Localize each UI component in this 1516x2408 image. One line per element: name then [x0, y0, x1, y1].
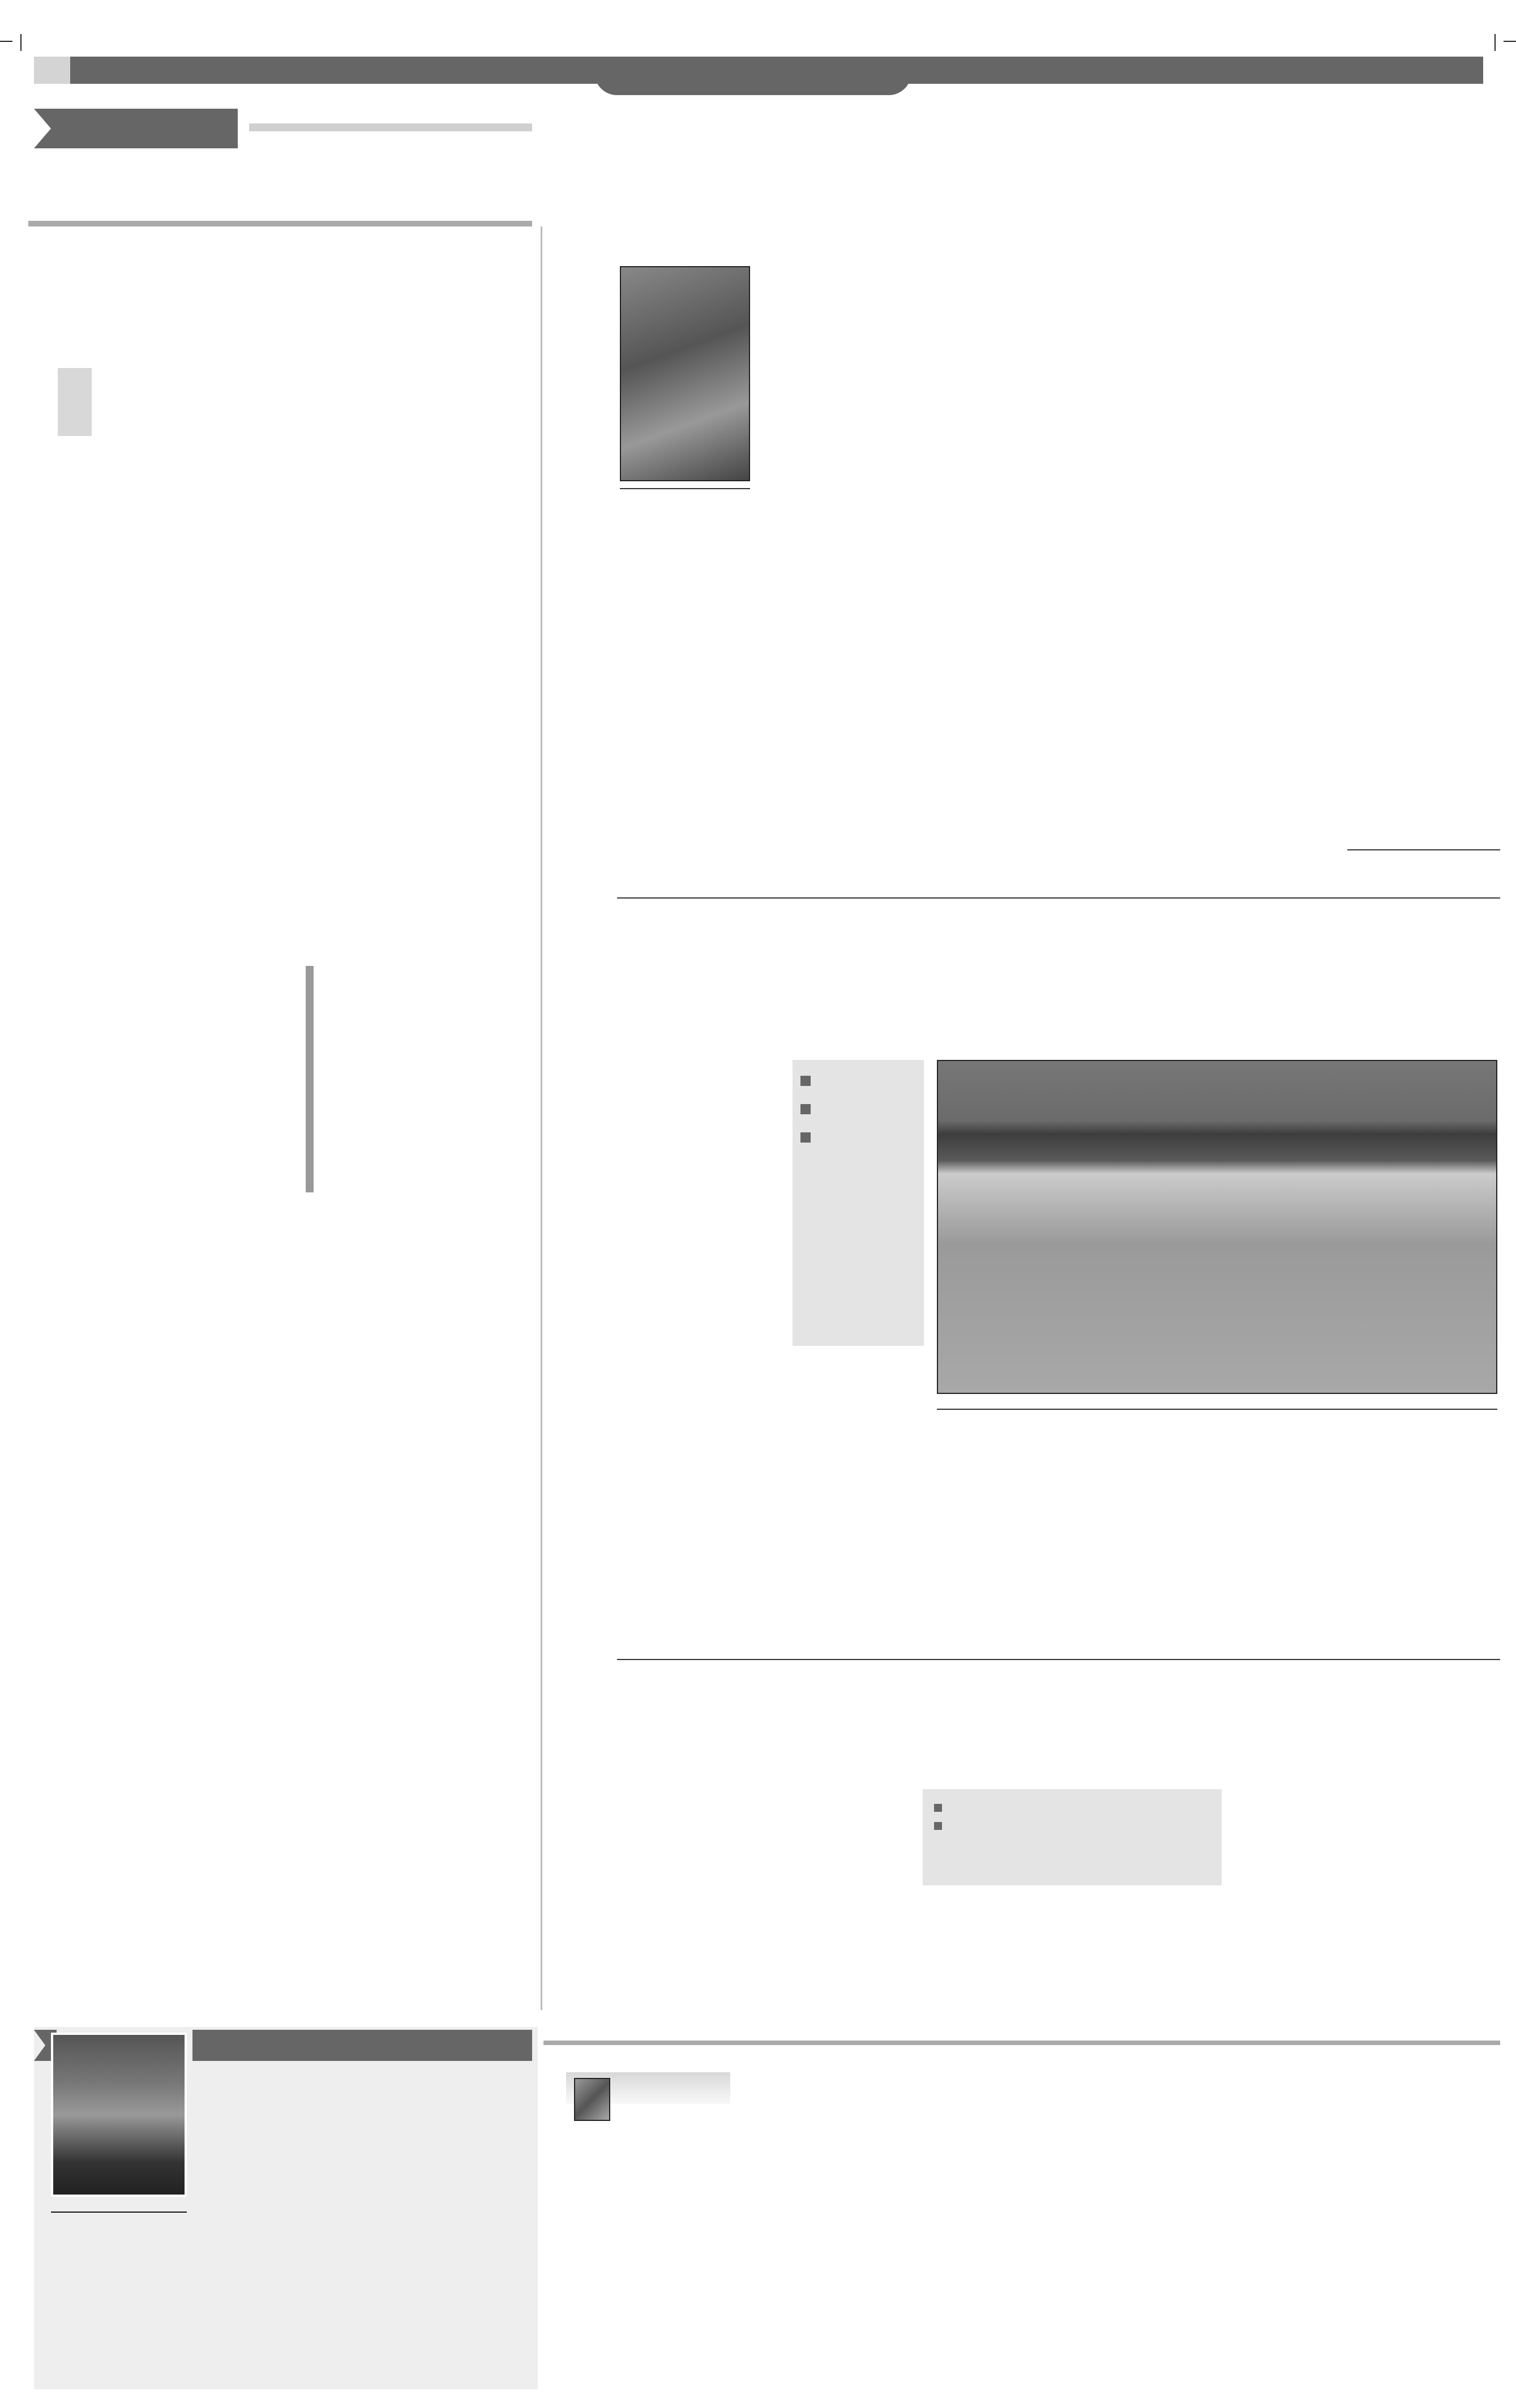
highlight-item: [800, 1098, 916, 1114]
author-byline: [620, 486, 750, 489]
road-photo-caption: [937, 1404, 1497, 1410]
road-highlights: [793, 1060, 924, 1346]
highlight-item: [800, 1127, 916, 1143]
rashifal-label: [192, 2030, 532, 2061]
road-photo: [937, 1060, 1497, 1394]
page-number: [34, 57, 70, 84]
pandit-name: [51, 2208, 187, 2213]
pull-quote-bar: [306, 966, 314, 1192]
section-title: [594, 57, 911, 95]
crop-mark: [0, 41, 12, 42]
bullet-square-icon: [800, 1132, 811, 1143]
crop-mark: [1504, 41, 1516, 42]
divider: [543, 2041, 1500, 2045]
bullet-square-icon: [800, 1104, 811, 1114]
highlight-item: [934, 1799, 1210, 1812]
aries-icon: [574, 2078, 610, 2121]
vichar-bindu-quote: [34, 159, 532, 182]
editorial-body: [34, 368, 532, 436]
highlight-item: [800, 1070, 916, 1086]
zodiac-header: [566, 2072, 730, 2104]
author-photo: [620, 266, 750, 481]
canal-signature: [1347, 844, 1500, 850]
pandit-photo: [51, 2033, 187, 2197]
vichar-bindu-label: [34, 109, 238, 148]
crop-mark: [20, 34, 22, 51]
leopard-highlights: [923, 1789, 1222, 1885]
divider: [28, 221, 532, 226]
bullet-square-icon: [934, 1822, 942, 1830]
divider: [617, 897, 1500, 899]
highlight-item: [934, 1817, 1210, 1830]
bullet-square-icon: [800, 1076, 811, 1086]
column-rule: [541, 226, 542, 2010]
divider: [249, 123, 532, 131]
crop-mark: [1494, 34, 1496, 51]
divider: [617, 1659, 1500, 1660]
bullet-square-icon: [934, 1804, 942, 1812]
zodiac-mesh: [566, 2072, 730, 2130]
